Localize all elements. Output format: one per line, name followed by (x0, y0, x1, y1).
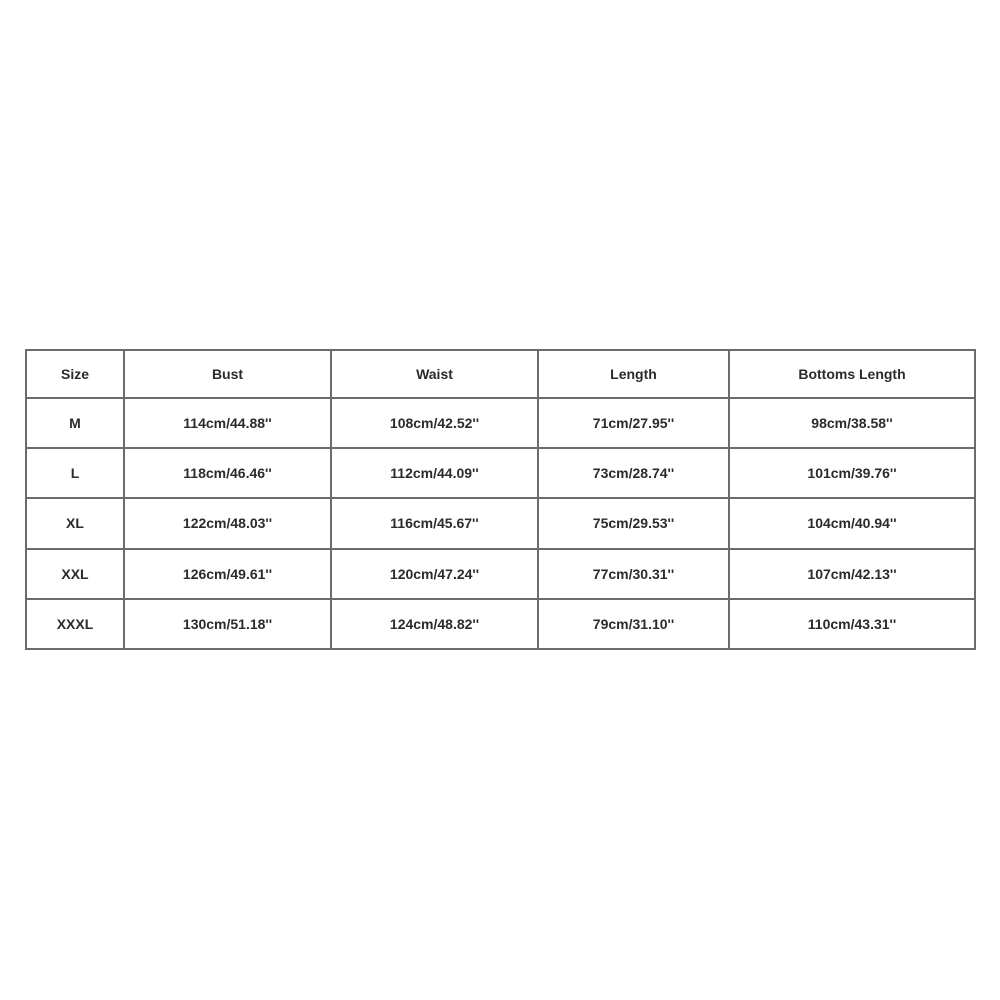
table-header-row (26, 350, 975, 398)
cell-bottoms-length: 98cm/38.58'' (729, 398, 975, 448)
header-size: Size (26, 350, 124, 398)
cell-bottoms-length: 110cm/43.31'' (729, 599, 975, 649)
header-bust: Bust (124, 350, 331, 398)
table-row (26, 398, 975, 448)
cell-length: 77cm/30.31'' (538, 549, 729, 599)
cell-waist: 120cm/47.24'' (331, 549, 538, 599)
header-waist: Waist (331, 350, 538, 398)
header-bottoms-length: Bottoms Length (729, 350, 975, 398)
cell-waist: 116cm/45.67'' (331, 498, 538, 548)
cell-length: 73cm/28.74'' (538, 448, 729, 498)
cell-length: 71cm/27.95'' (538, 398, 729, 448)
cell-bust: 114cm/44.88'' (124, 398, 331, 448)
cell-bust: 126cm/49.61'' (124, 549, 331, 599)
cell-waist: 112cm/44.09'' (331, 448, 538, 498)
cell-bottoms-length: 107cm/42.13'' (729, 549, 975, 599)
cell-waist: 108cm/42.52'' (331, 398, 538, 448)
cell-bottoms-length: 104cm/40.94'' (729, 498, 975, 548)
cell-bottoms-length: 101cm/39.76'' (729, 448, 975, 498)
size-chart-table (25, 349, 976, 650)
table-row (26, 448, 975, 498)
table-row (26, 549, 975, 599)
cell-bust: 118cm/46.46'' (124, 448, 331, 498)
cell-size: L (26, 448, 124, 498)
cell-bust: 130cm/51.18'' (124, 599, 331, 649)
table-row (26, 599, 975, 649)
cell-bust: 122cm/48.03'' (124, 498, 331, 548)
table-row (26, 498, 975, 548)
cell-size: M (26, 398, 124, 448)
header-length: Length (538, 350, 729, 398)
cell-length: 75cm/29.53'' (538, 498, 729, 548)
cell-size: XXXL (26, 599, 124, 649)
cell-size: XXL (26, 549, 124, 599)
cell-size: XL (26, 498, 124, 548)
cell-length: 79cm/31.10'' (538, 599, 729, 649)
cell-waist: 124cm/48.82'' (331, 599, 538, 649)
